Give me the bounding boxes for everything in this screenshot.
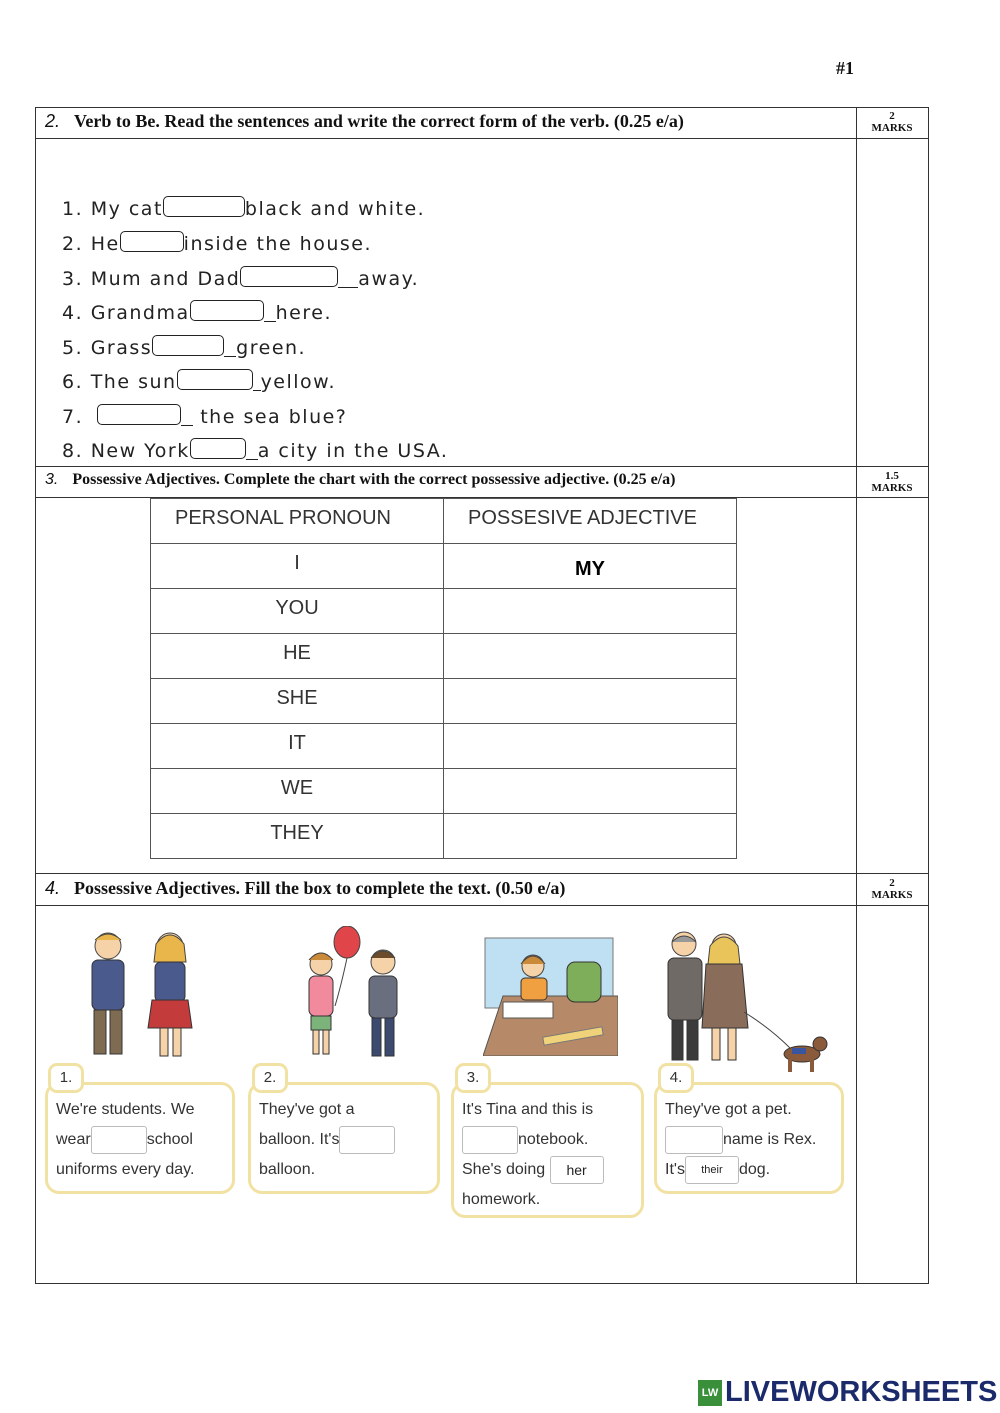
ex2-number: 2.: [45, 111, 61, 131]
card-text: dog.: [738, 1161, 771, 1178]
card-text: wear: [56, 1131, 91, 1148]
item-text-after: the sea blue?: [200, 406, 348, 428]
ex4-heading: [45, 878, 565, 899]
card-badge-4: 4.: [658, 1063, 694, 1093]
card-text: school: [146, 1131, 193, 1148]
blank-line: [246, 439, 258, 460]
answer-box-1[interactable]: [163, 196, 245, 217]
ex3-heading: [45, 471, 675, 489]
answer-box-7[interactable]: [97, 404, 181, 425]
text-card-1: [45, 1082, 235, 1194]
item-text-before: New York: [90, 440, 190, 462]
ex2-item-1: [62, 196, 425, 220]
pronoun-cell: YOU: [151, 589, 444, 634]
card-line: [259, 1125, 429, 1155]
item-number: 3.: [62, 268, 84, 290]
answer-box-5[interactable]: [152, 335, 224, 356]
possessive-chart: [150, 498, 737, 859]
pronoun-cell: SHE: [151, 679, 444, 724]
item-number: 5.: [62, 337, 84, 359]
card-line: [665, 1155, 833, 1185]
item-text-before: Grandma: [90, 302, 190, 324]
adjective-input-cell[interactable]: [444, 679, 737, 724]
answer-box-3[interactable]: [240, 266, 338, 287]
item-number: 4.: [62, 302, 84, 324]
text-card-3: [451, 1082, 644, 1218]
ex3-marks-value: 1.5: [885, 470, 899, 482]
item-text-before: Mum and Dad: [90, 268, 241, 290]
ex4-marks: [856, 877, 928, 901]
ex2-item-8: [62, 438, 448, 462]
ex3-marks-label: MARKS: [871, 482, 913, 494]
item-number: 6.: [62, 371, 84, 393]
marks-column-divider: [856, 107, 857, 1284]
ex2-item-4: [62, 300, 332, 324]
table-row: [151, 724, 737, 769]
pronoun-cell: WE: [151, 769, 444, 814]
illustration-homework: [483, 936, 618, 1056]
blank-line: [224, 336, 236, 357]
answer-gap-6[interactable]: their: [685, 1156, 739, 1184]
pronoun-cell: I: [151, 544, 444, 589]
adjective-input-cell[interactable]: [444, 769, 737, 814]
table-row: [151, 544, 737, 589]
illustration-balloon: [285, 926, 425, 1061]
item-text-after: a city in the USA.: [257, 440, 449, 462]
item-text-after: black and white.: [244, 198, 426, 220]
illustration-students: [70, 928, 210, 1063]
card-line: They've got a pet.: [665, 1101, 792, 1118]
item-number: 7.: [62, 406, 84, 428]
adjective-input-cell[interactable]: [444, 589, 737, 634]
item-text-before: My cat: [90, 198, 163, 220]
card-text: She's doing: [462, 1161, 546, 1178]
table-row: [151, 679, 737, 724]
ex2-item-5: [62, 335, 306, 359]
card-line: [462, 1125, 633, 1155]
item-text-after: yellow.: [260, 371, 337, 393]
ex3-number: 3.: [45, 471, 59, 488]
card-line: homework.: [462, 1191, 541, 1208]
item-text-after: away.: [358, 268, 420, 290]
adjective-input-cell[interactable]: [444, 724, 737, 769]
pronoun-cell: THEY: [151, 814, 444, 859]
ex2-item-6: [62, 369, 336, 393]
item-number: 1.: [62, 198, 84, 220]
card-text: name is Rex.: [723, 1131, 817, 1148]
adjective-input-cell[interactable]: [444, 634, 737, 679]
item-number: 2.: [62, 233, 84, 255]
table-row: [151, 589, 737, 634]
card-line: [462, 1155, 633, 1185]
card-line: It's Tina and this is: [462, 1101, 594, 1118]
pronoun-cell: HE: [151, 634, 444, 679]
item-number: 8.: [62, 440, 84, 462]
ex2-marks: [856, 110, 928, 134]
card-line: We're students. We: [56, 1101, 195, 1118]
item-text-after: inside the house.: [183, 233, 373, 255]
blank-line: [181, 405, 193, 426]
pronoun-cell: IT: [151, 724, 444, 769]
ex2-item-7: [62, 404, 347, 428]
card-badge-1: 1.: [48, 1063, 84, 1093]
item-text-before: He: [90, 233, 120, 255]
ex4-number: 4.: [45, 878, 61, 898]
card-line: [665, 1125, 833, 1155]
item-text-after: here.: [275, 302, 332, 324]
table-row: [151, 634, 737, 679]
card-text: It's: [665, 1161, 685, 1178]
ex2-marks-label: MARKS: [871, 122, 913, 134]
answer-gap-2[interactable]: [339, 1126, 395, 1154]
answer-gap-1[interactable]: [91, 1126, 147, 1154]
card-text: notebook.: [518, 1131, 589, 1148]
ex4-top-divider: [35, 873, 929, 874]
blank-line: [264, 301, 276, 322]
adjective-input-cell[interactable]: [444, 814, 737, 859]
adjective-cell: MY: [444, 544, 737, 589]
ex3-top-divider: [35, 466, 929, 467]
ex2-title: Verb to Be. Read the sentences and write the correct form of the verb. (0.25 e/a): [74, 111, 684, 131]
card-line: [56, 1125, 224, 1155]
ex3-title: Possessive Adjectives. Complete the chart with the correct possessive adjective. (0.25 e/a): [72, 471, 676, 488]
ex4-marks-label: MARKS: [871, 889, 913, 901]
blank-line: [253, 370, 261, 391]
illustration-dog-walk: [660, 928, 835, 1083]
answer-box-4[interactable]: [190, 300, 264, 321]
answer-gap-3[interactable]: [462, 1126, 518, 1154]
answer-gap-4[interactable]: her: [550, 1156, 604, 1184]
ex2-item-3: [62, 266, 419, 290]
ex4-marks-value: 2: [889, 877, 895, 889]
item-text-before: Grass: [90, 337, 153, 359]
answer-gap-5[interactable]: [665, 1126, 723, 1154]
ex4-header-divider: [35, 905, 929, 906]
col-personal-pronoun: PERSONAL PRONOUN: [151, 499, 444, 544]
ex2-heading: [45, 111, 684, 132]
card-badge-3: 3.: [455, 1063, 491, 1093]
ex2-header-divider: [35, 138, 929, 139]
item-text-after: green.: [236, 337, 307, 359]
card-line: They've got a: [259, 1101, 355, 1118]
blank-line: [338, 267, 358, 288]
page-number: #1: [836, 58, 854, 78]
answer-box-2[interactable]: [120, 231, 184, 252]
card-badge-2: 2.: [252, 1063, 288, 1093]
card-line: uniforms every day.: [56, 1161, 195, 1178]
ex4-title: Possessive Adjectives. Fill the box to complete the text. (0.50 e/a): [74, 878, 566, 898]
liveworksheets-logo: [698, 1376, 997, 1409]
table-row: [151, 814, 737, 859]
logo-text: LIVEWORKSHEETS: [725, 1376, 998, 1408]
col-possessive-adjective: POSSESIVE ADJECTIVE: [444, 499, 737, 544]
ex2-marks-value: 2: [889, 110, 895, 122]
text-card-4: [654, 1082, 844, 1194]
text-card-2: [248, 1082, 440, 1194]
ex3-marks: [856, 470, 928, 494]
card-line: balloon.: [259, 1161, 316, 1178]
item-text-before: The sun: [90, 371, 177, 393]
table-row: [151, 769, 737, 814]
answer-box-8[interactable]: [190, 438, 246, 459]
ex2-item-2: [62, 231, 372, 255]
card-text: balloon. It's: [259, 1131, 340, 1148]
logo-badge: LW: [698, 1380, 722, 1406]
answer-box-6[interactable]: [177, 369, 253, 390]
